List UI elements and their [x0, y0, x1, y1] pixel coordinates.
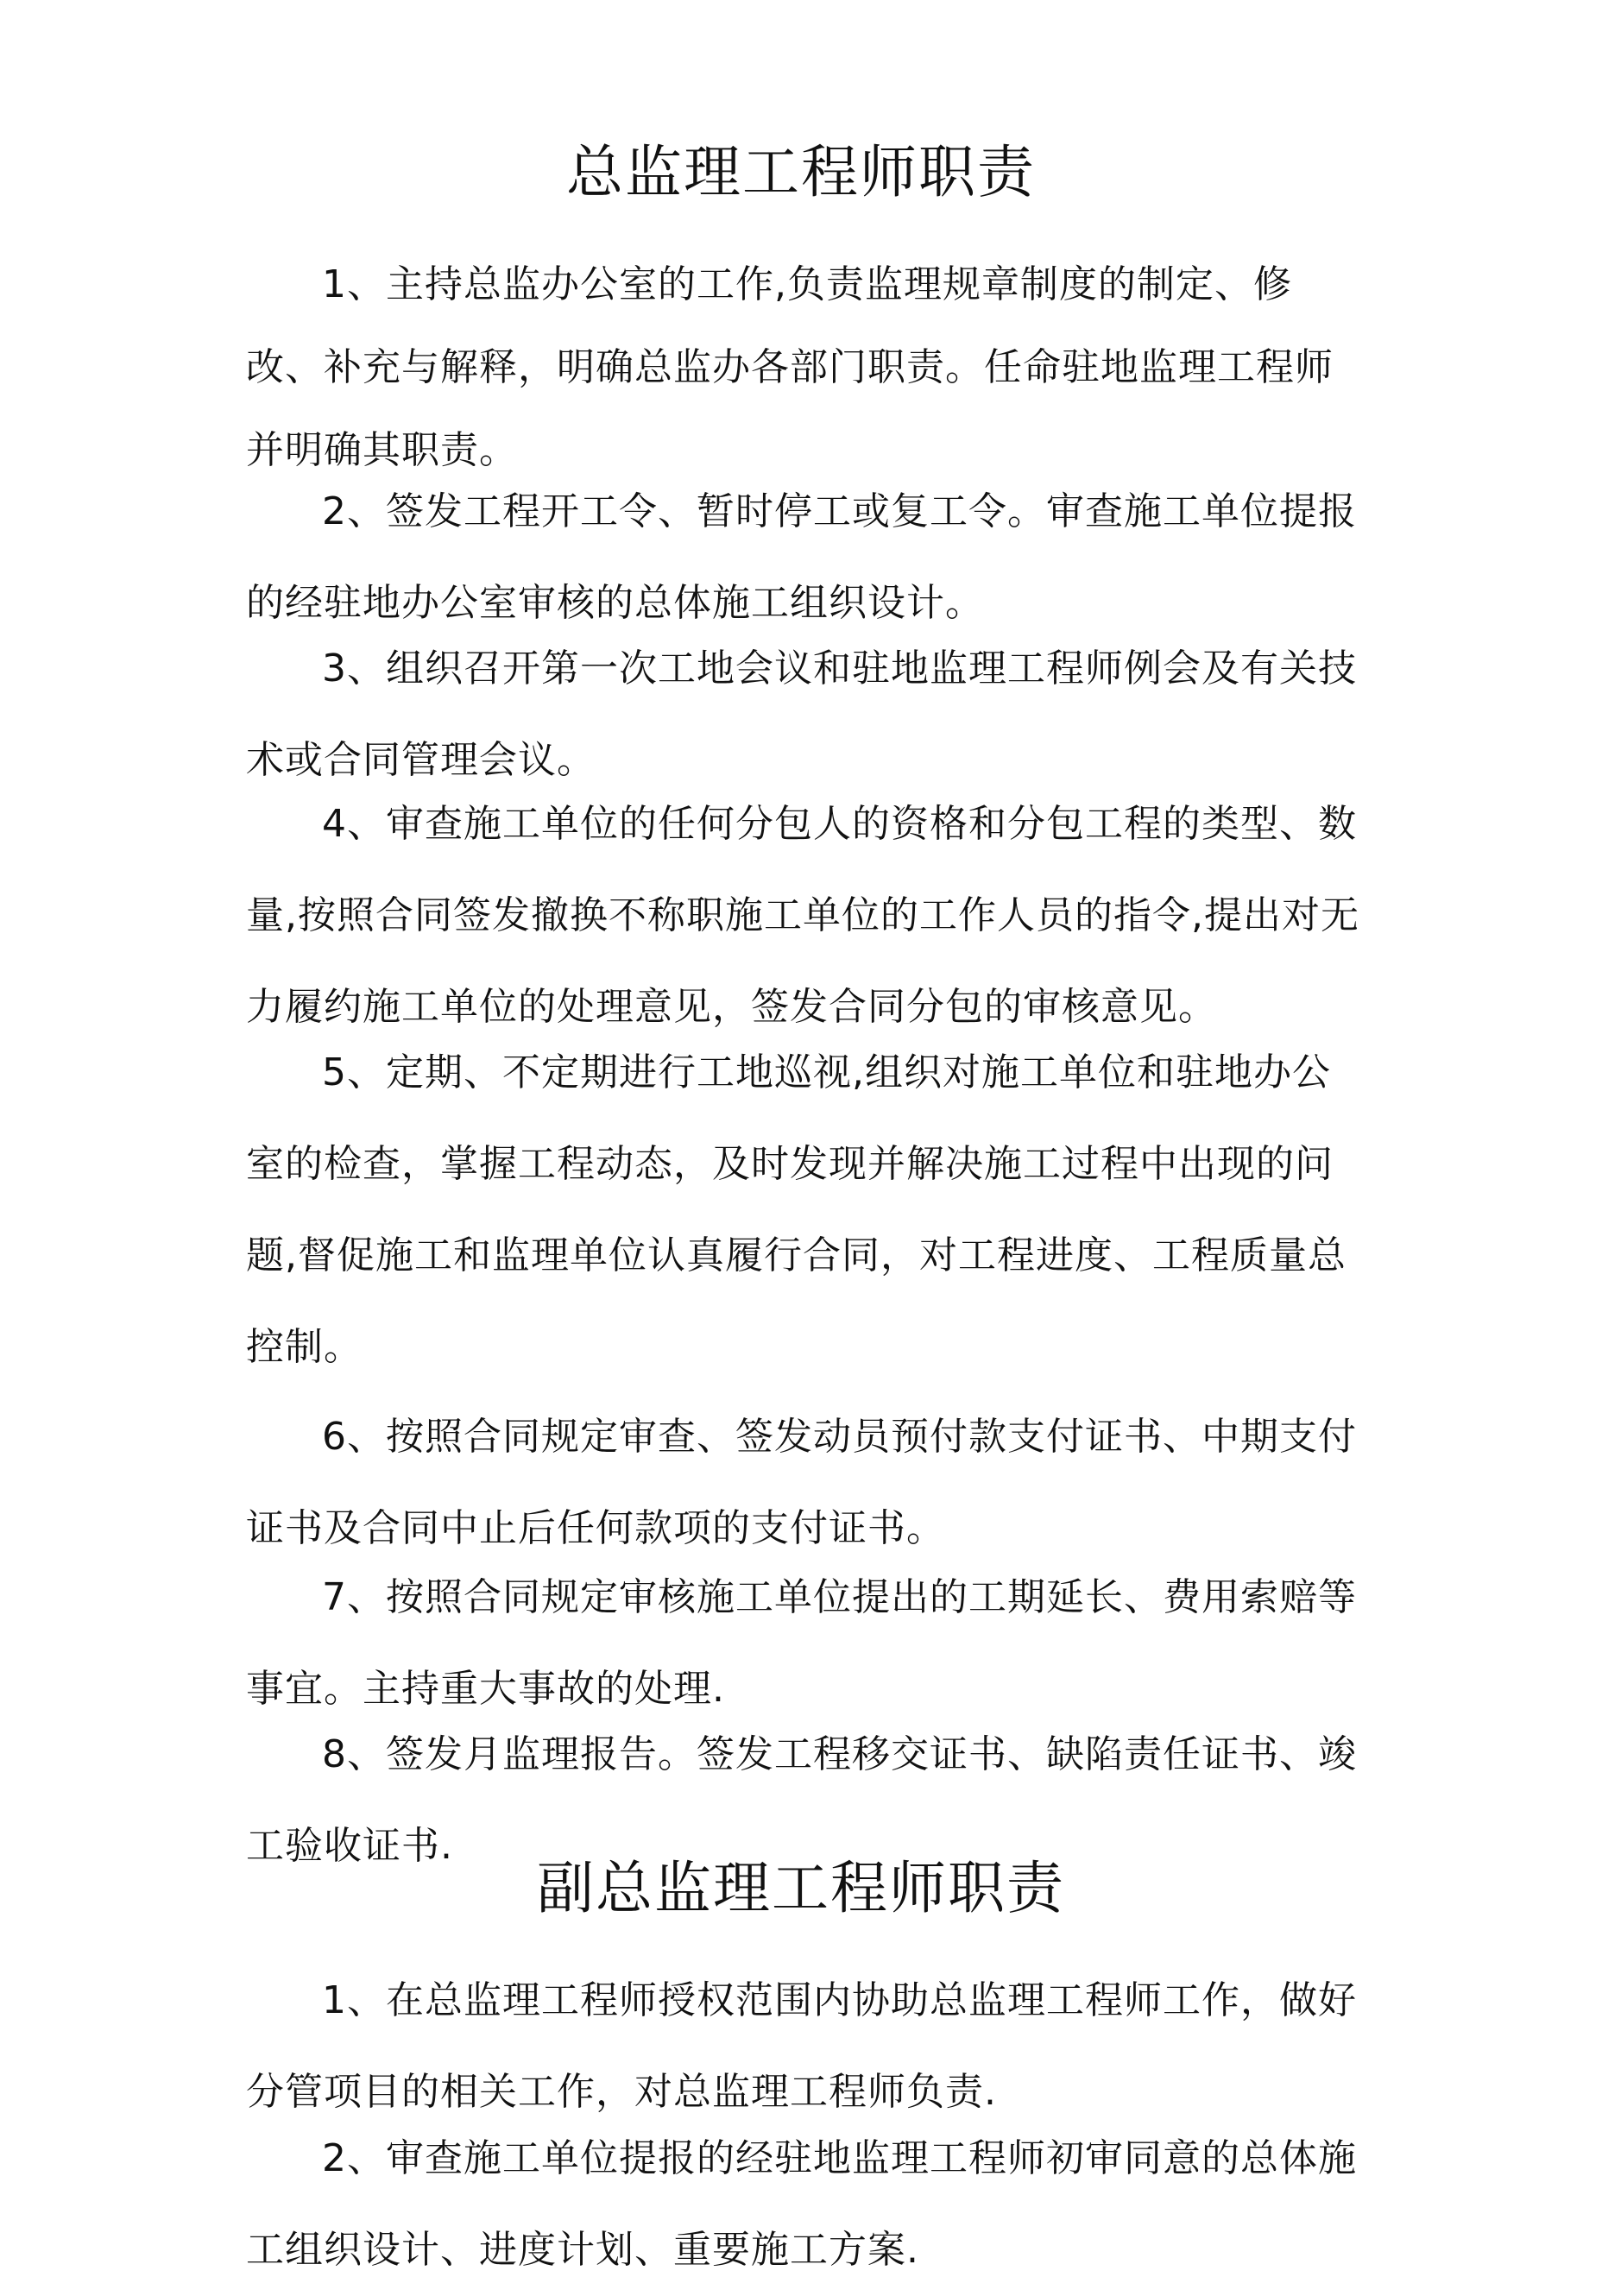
- duty-item-8: 8、签发月监理报告。签发工程移交证书、缺陷责任证书、竣工验收证书.: [246, 1732, 1357, 1868]
- duty-item-7: 7、按照合同规定审核施工单位提出的工期延长、费用索赔等事宜。主持重大事故的处理.: [246, 1575, 1357, 1711]
- duty-item-6: 6、按照合同规定审查、签发动员预付款支付证书、中期支付证书及合同中止后任何款项的支付证书。: [246, 1415, 1357, 1550]
- section-title-chief-supervisor: 总监理工程师职责: [566, 139, 1036, 205]
- duty-item-1: 1、主持总监办公室的工作,负责监理规章制度的制定、修改、补充与解释，明确总监办各部门职责。任命驻地监理工程师并明确其职责。: [246, 262, 1334, 472]
- duty-item-4: 4、审查施工单位的任何分包人的资格和分包工程的类型、数量,按照合同签发撤换不称职施工单位的工作人员的指令,提出对无力履约施工单位的处理意见，签发合同分包的审核意见。: [246, 802, 1359, 1029]
- section-title-deputy-chief-supervisor: 副总监理工程师职责: [537, 1855, 1065, 1921]
- duty-item-3: 3、组织召开第一次工地会议和驻地监理工程师例会及有关技术或合同管理会议。: [246, 647, 1357, 782]
- duty-item-2: 2、签发工程开工令、暂时停工或复工令。审查施工单位提报的经驻地办公室审核的总体施工组织设计。: [246, 489, 1357, 625]
- deputy-duty-item-2: 2、审查施工单位提报的经驻地监理工程师初审同意的总体施工组织设计、进度计划、重要施工方案.: [246, 2136, 1357, 2272]
- duty-item-5: 5、定期、不定期进行工地巡视,组织对施工单位和驻地办公室的检查，掌握工程动态，及时发现并解决施工过程中出现的问题,督促施工和监理单位认真履行合同，对工程进度、工程质量总控制。: [246, 1050, 1347, 1369]
- deputy-duty-item-1: 1、在总监理工程师授权范围内协助总监理工程师工作，做好分管项目的相关工作，对总监理工程师负责.: [246, 1978, 1357, 2114]
